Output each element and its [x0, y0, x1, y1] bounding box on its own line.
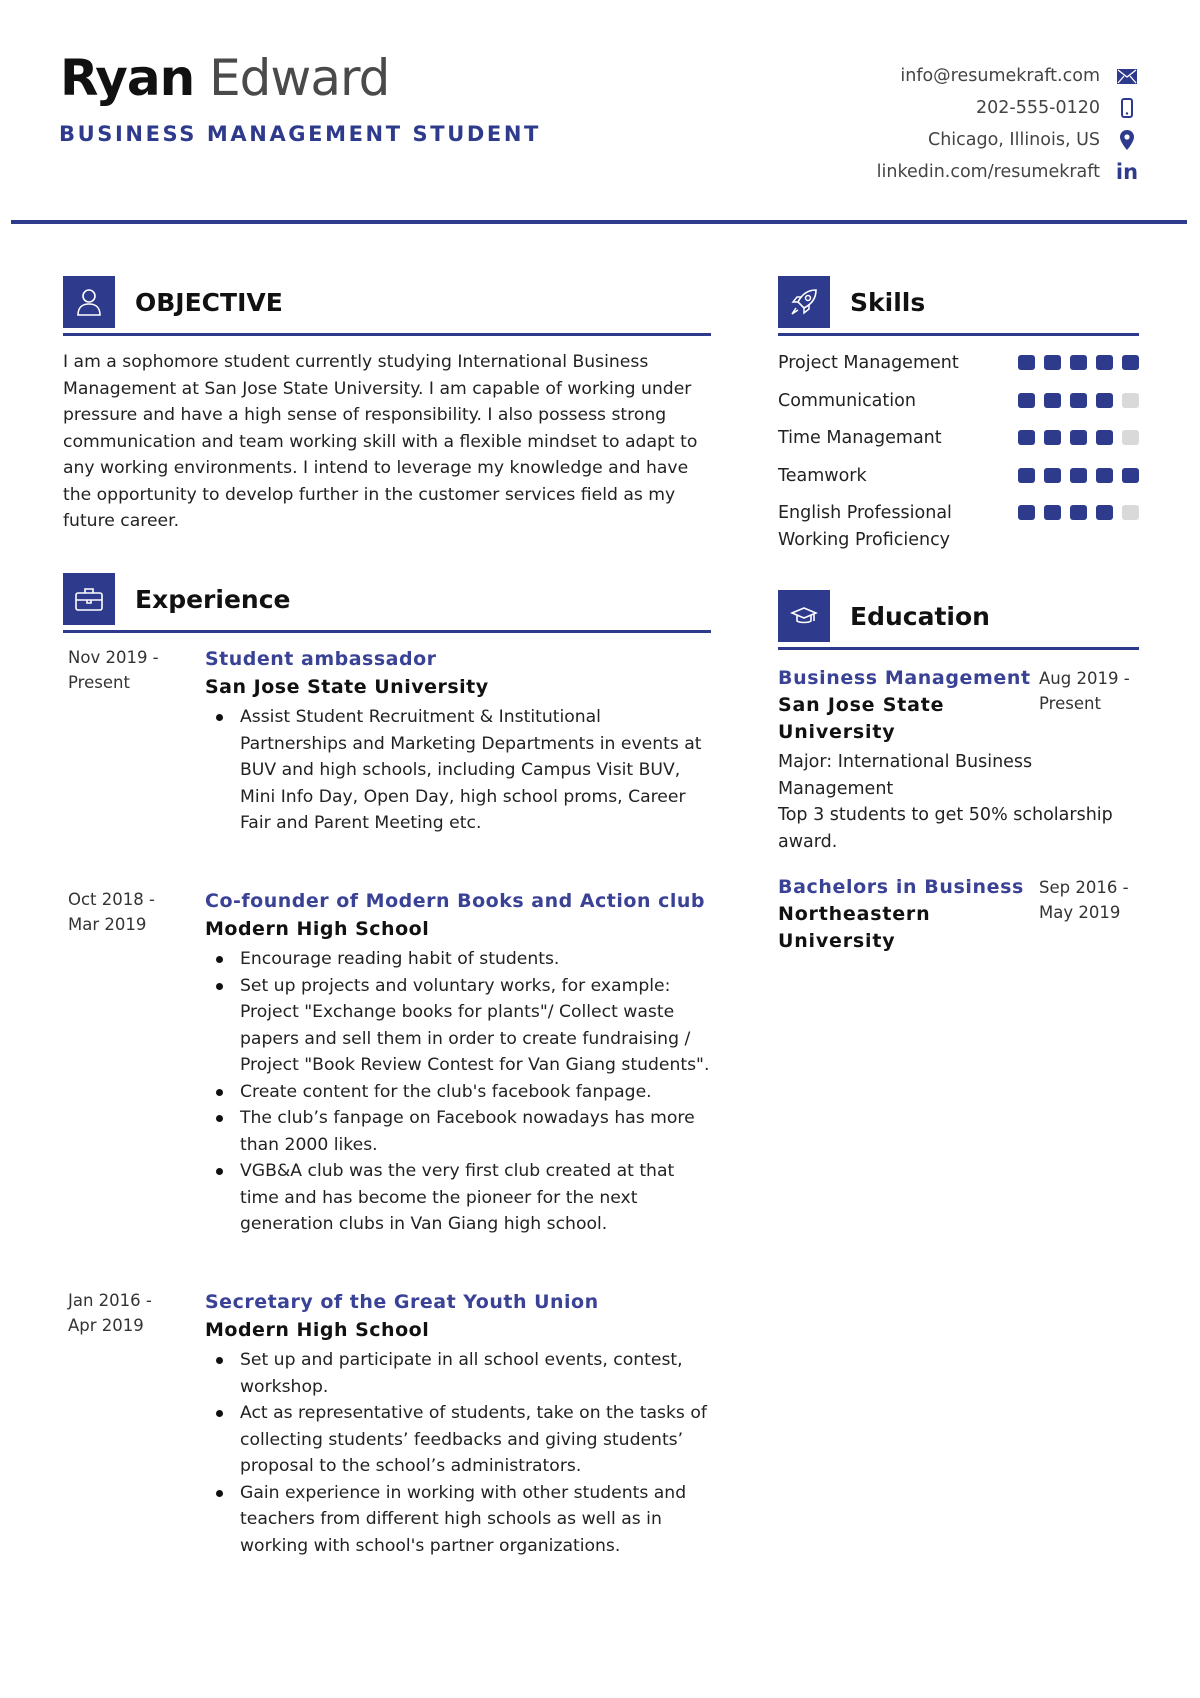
- rating-dot-filled: [1070, 430, 1087, 445]
- skill-label: Project Management: [778, 353, 959, 373]
- rating-dot-filled: [1044, 430, 1061, 445]
- education-section: [778, 590, 1139, 954]
- skill-row: [778, 500, 1139, 553]
- skill-label: English Professional Working Proficiency: [778, 503, 952, 550]
- job-title: BUSINESS MANAGEMENT STUDENT: [59, 122, 541, 146]
- bullet-item: Encourage reading habit of students.: [205, 946, 711, 973]
- education-entry: [778, 664, 1139, 745]
- skill-label: Time Managemant: [778, 428, 942, 448]
- date-start: Aug 2019 -: [1039, 669, 1130, 688]
- section-rule: [778, 333, 1139, 336]
- header-divider: [11, 220, 1187, 224]
- rating-dot-filled: [1122, 468, 1139, 483]
- degree: Bachelors in Business: [778, 876, 1024, 898]
- section-title: Experience: [135, 584, 291, 614]
- education-header: [778, 590, 1139, 642]
- contact-location[interactable]: [877, 124, 1138, 156]
- date-end: Mar 2019: [68, 915, 147, 934]
- rating-dot-empty: [1122, 393, 1139, 408]
- skill-rating: [1018, 500, 1139, 553]
- candidate-name: [60, 48, 389, 108]
- rating-dot-filled: [1044, 393, 1061, 408]
- bullet-item: Create content for the club's facebook fanpage.: [205, 1079, 711, 1106]
- section-title: Education: [850, 601, 990, 631]
- date-start: Sep 2016 -: [1039, 878, 1129, 897]
- contact-linkedin[interactable]: [877, 156, 1138, 188]
- skills-header: [778, 276, 1139, 328]
- education-date: [1039, 873, 1139, 954]
- objective-header: [63, 276, 711, 328]
- section-rule: [63, 333, 711, 336]
- education-entry: [778, 873, 1139, 954]
- experience-entry: [63, 887, 711, 1238]
- bullet-item: The club’s fanpage on Facebook nowadays has more than 2000 likes.: [205, 1105, 711, 1158]
- contact-email[interactable]: [877, 60, 1138, 92]
- date-start: Jan 2016 -: [68, 1291, 152, 1310]
- date-end: Present: [1039, 694, 1101, 713]
- entry-role: Student ambassador: [205, 648, 437, 670]
- skill-rating: [1018, 388, 1139, 415]
- skill-rating: [1018, 463, 1139, 490]
- bullet-item: Assist Student Recruitment & Institutional Partnerships and Marketing Departments in events at BUV and high schools, including Campus Visit BUV, Mini Info Day, Open Day, high school proms, Career Fair and Parent Meeting etc.: [205, 704, 711, 837]
- skill-label: Teamwork: [778, 465, 867, 486]
- rocket-icon: [778, 276, 830, 328]
- rating-dot-filled: [1044, 505, 1061, 520]
- date-end: Present: [68, 673, 130, 692]
- skills-list: [778, 350, 1139, 553]
- school: Northeastern University: [778, 903, 931, 952]
- entry-organization: San Jose State University: [205, 676, 489, 698]
- section-rule: [63, 630, 711, 633]
- linkedin-icon: in: [1115, 160, 1139, 184]
- first-name: Ryan: [60, 49, 195, 107]
- skill-rating: [1018, 350, 1139, 377]
- entry-organization: Modern High School: [205, 1319, 430, 1341]
- skill-label: Communication: [778, 390, 916, 411]
- bullet-item: Set up and participate in all school events, contest, workshop.: [205, 1347, 711, 1400]
- date-start: Oct 2018 -: [68, 890, 155, 909]
- bullet-list: [205, 946, 711, 1238]
- entry-role: Secretary of the Great Youth Union: [205, 1291, 599, 1313]
- rating-dot-filled: [1018, 505, 1035, 520]
- rating-dot-filled: [1070, 355, 1087, 370]
- skill-rating: [1018, 425, 1139, 452]
- section-rule: [778, 647, 1139, 650]
- skill-row: [778, 388, 1139, 415]
- rating-dot-filled: [1096, 505, 1113, 520]
- education-date: [1039, 664, 1139, 745]
- linkedin-text: linkedin.com/resumekraft: [876, 162, 1100, 182]
- phone-text: 202-555-0120: [976, 98, 1100, 118]
- section-title: OBJECTIVE: [135, 287, 283, 317]
- school: San Jose State University: [778, 694, 945, 743]
- skill-row: [778, 350, 1139, 377]
- education-note: Top 3 students to get 50% scholarship award.: [778, 805, 1113, 852]
- rating-dot-filled: [1096, 355, 1113, 370]
- experience-entry: [63, 1288, 711, 1559]
- bullet-item: Gain experience in working with other students and teachers from different high schools as well as in working with school's partner organizations.: [205, 1480, 711, 1560]
- skill-row: [778, 463, 1139, 490]
- section-title: Skills: [850, 287, 926, 317]
- date-end: May 2019: [1039, 903, 1121, 922]
- rating-dot-filled: [1018, 430, 1035, 445]
- last-name: Edward: [209, 49, 390, 107]
- mail-icon: [1116, 69, 1138, 84]
- date-start: Nov 2019 -: [68, 648, 159, 667]
- bullet-item: Set up projects and voluntary works, for example: Project "Exchange books for plants"/ Collect waste papers and sell them in order to create fundraising / Project "Book Review Contest for Van Giang students".: [205, 973, 711, 1079]
- bullet-item: VGB&A club was the very first club created at that time and has become the pioneer for the next generation clubs in Van Giang high school.: [205, 1158, 711, 1238]
- objective-text: I am a sophomore student currently studying International Business Management at San Jose State University. I am capable of working under pressure and have a high sense of responsibility. I also possess strong communication and team working skill with a flexible mindset to adapt to any working environments. I intend to leverage my knowledge and have the opportunity to develop further in the customer services field as my future career.: [63, 352, 698, 531]
- bullet-list: [205, 704, 711, 837]
- experience-header: [63, 573, 711, 625]
- email-text: info@resumekraft.com: [900, 66, 1100, 86]
- rating-dot-filled: [1096, 430, 1113, 445]
- rating-dot-filled: [1018, 393, 1035, 408]
- location-text: Chicago, Illinois, US: [927, 130, 1100, 150]
- skill-row: [778, 425, 1139, 452]
- entry-date: [63, 1288, 205, 1559]
- rating-dot-filled: [1070, 393, 1087, 408]
- contact-phone[interactable]: [877, 92, 1138, 124]
- degree: Business Management: [778, 667, 1031, 689]
- skills-section: [778, 276, 1139, 564]
- rating-dot-filled: [1096, 393, 1113, 408]
- rating-dot-filled: [1096, 468, 1113, 483]
- rating-dot-filled: [1070, 468, 1087, 483]
- rating-dot-empty: [1122, 505, 1139, 520]
- objective-section: [63, 276, 711, 535]
- rating-dot-filled: [1018, 468, 1035, 483]
- phone-icon: [1116, 98, 1138, 118]
- rating-dot-filled: [1070, 505, 1087, 520]
- experience-section: [63, 573, 711, 633]
- date-end: Apr 2019: [68, 1316, 144, 1335]
- education-note: Major: International Business Management: [778, 752, 1033, 799]
- rating-dot-filled: [1018, 355, 1035, 370]
- bullet-item: Act as representative of students, take on the tasks of collecting students’ feedbacks and giving students’ proposal to the school’s administrators.: [205, 1400, 711, 1480]
- rating-dot-filled: [1044, 468, 1061, 483]
- rating-dot-empty: [1122, 430, 1139, 445]
- graduation-cap-icon: [778, 590, 830, 642]
- experience-entry: [63, 645, 711, 837]
- rating-dot-filled: [1122, 355, 1139, 370]
- location-pin-icon: [1116, 130, 1138, 150]
- user-icon: [63, 276, 115, 328]
- contact-list: [877, 60, 1138, 188]
- entry-organization: Modern High School: [205, 918, 430, 940]
- entry-role: Co-founder of Modern Books and Action club: [205, 890, 705, 912]
- bullet-list: [205, 1347, 711, 1559]
- entry-date: [63, 887, 205, 1238]
- rating-dot-filled: [1044, 355, 1061, 370]
- briefcase-icon: [63, 573, 115, 625]
- entry-date: [63, 645, 205, 837]
